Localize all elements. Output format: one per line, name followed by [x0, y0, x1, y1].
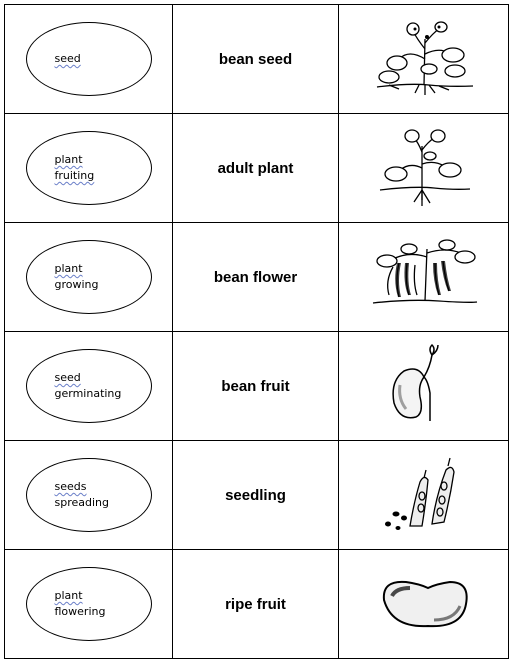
- oval-line: fruiting: [54, 169, 95, 182]
- stage-cell: [173, 223, 339, 332]
- oval-cell: [5, 332, 173, 441]
- stage-label: adult plant: [217, 159, 294, 177]
- oval-line: seed: [54, 52, 81, 65]
- stage-label: bean fruit: [221, 377, 290, 395]
- oval-cell: [5, 550, 173, 659]
- oval-label: [26, 131, 152, 205]
- stage-cell: [173, 5, 339, 114]
- matching-table: [4, 4, 509, 659]
- table-row: [5, 550, 509, 659]
- stage-label: ripe fruit: [225, 595, 286, 613]
- oval-label: [26, 240, 152, 314]
- oval-label: [26, 458, 152, 532]
- young-bean-plant-icon: [374, 128, 474, 208]
- stage-cell: [173, 441, 339, 550]
- table-row: [5, 441, 509, 550]
- stage-cell: [173, 332, 339, 441]
- table-row: [5, 332, 509, 441]
- oval-line: seeds: [54, 480, 87, 493]
- picture-cell: [339, 114, 509, 223]
- oval-cell: [5, 441, 173, 550]
- bean-plant-with-pods-icon: [369, 237, 479, 317]
- picture-cell: [339, 223, 509, 332]
- oval-label: [26, 567, 152, 641]
- stage-cell: [173, 114, 339, 223]
- stage-cell: [173, 550, 339, 659]
- table-row: [5, 223, 509, 332]
- oval-line: plant: [54, 589, 83, 602]
- stage-label: bean flower: [213, 268, 298, 286]
- oval-cell: [5, 114, 173, 223]
- table-row: [5, 114, 509, 223]
- stage-label: seedling: [225, 486, 286, 504]
- oval-line: plant: [54, 262, 83, 275]
- oval-line: flowering: [54, 605, 106, 618]
- oval-cell: [5, 223, 173, 332]
- germinating-bean-seed-icon: [384, 341, 464, 431]
- stage-label: bean seed: [218, 50, 293, 68]
- oval-line: plant: [54, 153, 83, 166]
- oval-line: spreading: [54, 496, 109, 509]
- bean-seed-icon: [374, 574, 474, 634]
- flowering-bean-plant-icon: [369, 19, 479, 99]
- oval-line: seed: [54, 371, 81, 384]
- picture-cell: [339, 550, 509, 659]
- picture-cell: [339, 441, 509, 550]
- open-bean-pods-icon: [374, 452, 474, 538]
- oval-line: growing: [54, 278, 99, 291]
- oval-label: [26, 22, 152, 96]
- oval-cell: [5, 5, 173, 114]
- table-row: [5, 5, 509, 114]
- picture-cell: [339, 332, 509, 441]
- picture-cell: [339, 5, 509, 114]
- oval-line: germinating: [54, 387, 122, 400]
- oval-label: [26, 349, 152, 423]
